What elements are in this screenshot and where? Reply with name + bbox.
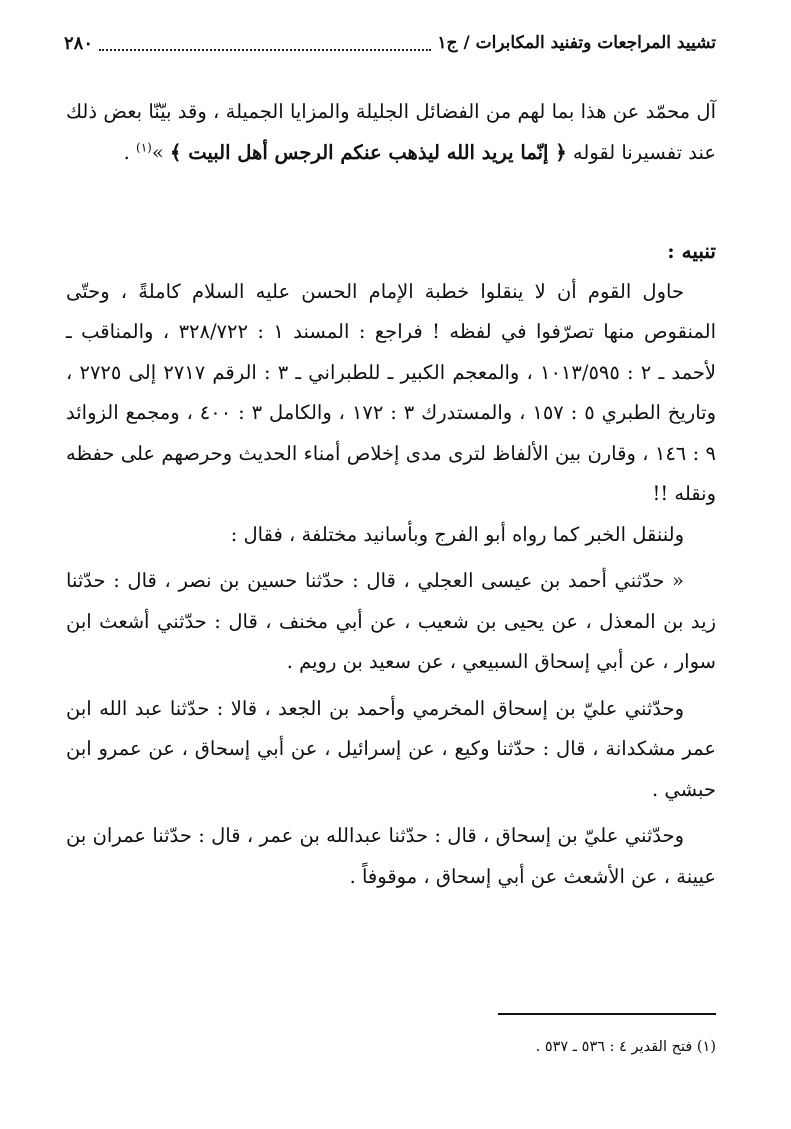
paragraph-2: حاول القوم أن لا ينقلوا خطبة الإمام الحسن عليه السلام كاملةً ، وحتّى المنقوص منها تصرّفوا في لفظه ! فراجع : المسند ١ : ٣٢٨/٧٢٢ ، والمناقب ـ لأحمد ـ ٢ : ١٠١٣/٥٩٥ ، والمعجم الكبير ـ للطبراني ـ ٣ : الرقم ٢٧١٧ إلى ٢٧٢٥ ، وتاريخ الطبري ٥ : ١٥٧ ، والمستدرك ٣ : ١٧٢ ، والكامل ٣ : ٤٠٠ ، ومجمع الزوائد ٩ : ١٤٦ ، وقارن بين الألفاظ لترى مدى إخلاص أمناء الحديث وحرصهم على حفظه ونقله !! (66, 279, 717, 505)
paragraph-4: « حدّثني أحمد بن عيسى العجلي ، قال : حدّثنا حسين بن نصر ، قال : حدّثنا زيد بن المعذل ، عن يحيى بن شعيب ، عن أبي مخنف ، قال : حدّثني أشعث ابن سوار ، عن أبي إسحاق السبيعي ، عن سعيد بن رويم . (66, 569, 717, 673)
paragraph-1-text: آل محمّد عن هذا بما لهم من الفضائل الجليلة والمزايا الجميلة ، وقد بيّنّا بعض ذلك عند تفسيرنا لقوله (66, 100, 716, 164)
book-title: تشييد المراجعات وتفنيد المكابرات / ج١ (437, 33, 716, 53)
closing-quote: » (151, 140, 170, 164)
section-spacer (66, 173, 716, 231)
dotted-leader (99, 35, 431, 51)
footnote-separator (498, 1013, 716, 1015)
quran-verse: ﴿ إنّما يريد الله ليذهب عنكم الرجس أهل البيت ﴾ (170, 140, 567, 164)
footnote-1: (١) فتح القدير ٤ : ٥٣٦ ـ ٥٣٧ . (535, 1039, 716, 1055)
paragraph-3: ولننقل الخبر كما رواه أبو الفرج وبأسانيد مختلفة ، فقال : (230, 522, 684, 546)
footnote-reference: (١) (136, 140, 152, 154)
section-heading: تنبيه : (667, 239, 716, 263)
paragraph-1-end: . (123, 140, 137, 164)
paragraph-5: وحدّثني عليّ بن إسحاق المخرمي وأحمد بن الجعد ، قالا : حدّثنا عبد الله ابن عمر مشكدانة ، قال : حدّثنا وكيع ، عن إسرائيل ، عن أبي إسحاق ، عن عمرو ابن حبشي . (66, 696, 716, 801)
paragraph-1 (66, 92, 716, 173)
running-header (64, 30, 716, 56)
paragraph-6: وحدّثني عليّ بن إسحاق ، قال : حدّثنا عبدالله بن عمر ، قال : حدّثنا عمران بن عيينة ، عن الأشعث عن أبي إسحاق ، موقوفاً . (66, 824, 716, 888)
page-number: ٢٨٠ (64, 32, 94, 54)
main-text (66, 92, 716, 897)
